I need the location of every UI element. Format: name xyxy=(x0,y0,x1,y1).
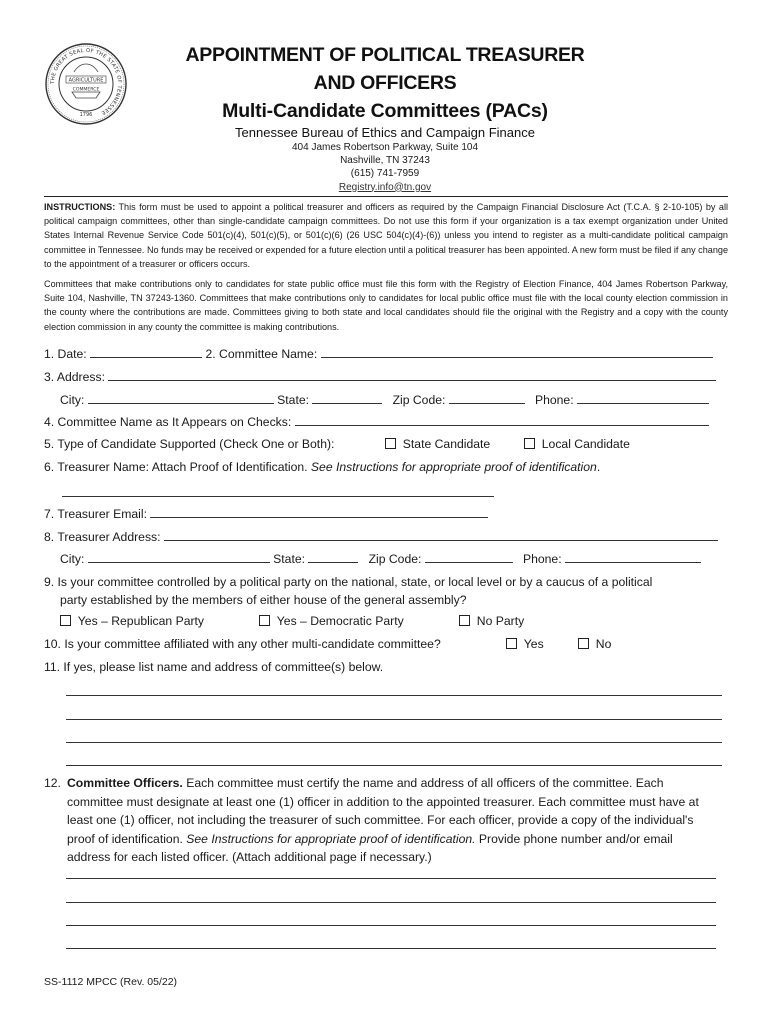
party-question-line1: 9. Is your committee controlled by a political party on the national, state, or local level or by a caucus of a political xyxy=(44,575,653,589)
democratic-checkbox[interactable] xyxy=(259,615,270,626)
zip-field[interactable] xyxy=(449,392,525,404)
form-title-line1: APPOINTMENT OF POLITICAL TREASURER xyxy=(185,44,585,66)
affiliated-committee-line-1[interactable] xyxy=(66,695,722,696)
row-date-committee xyxy=(44,346,713,361)
checks-name-field[interactable] xyxy=(295,414,709,426)
address-line2: Nashville, TN 37243 xyxy=(340,155,430,167)
city-field[interactable] xyxy=(88,392,274,404)
state-label: State: xyxy=(277,393,309,407)
treasurer-name-label xyxy=(44,460,600,474)
treasurer-state-field[interactable] xyxy=(308,551,358,563)
instructions-text-2: Committees that make contributions only to candidates for state public office must file this form with the Registry of Election Finance, 404 James Robertson Parkway, Suite 104, Nashville, TN 37243-1360. Committees that make contributions only to candidates for local public office must file with the local county election commission in the county where the contributions are made. Committees giving to both state and local candidates should file the original with the Registry and a copy with the county election commission in any county the committee is making contributions. xyxy=(44,279,728,332)
seal-center-bottom: COMMERCE xyxy=(72,87,100,93)
address-line1: 404 James Robertson Parkway, Suite 104 xyxy=(291,142,479,153)
instructions-text-1: This form must be used to appoint a political treasurer and officers as required by the Campaign Financial Disclosure Act (T.C.A. § 2-10-105) by all political campaign committees, other than single-candidate campaign committees. Do not use this form if your organization is a tax exempt organization under United States Internal Revenue Service Code 501(c)(4), 501(c)(5), or 501(c)(6) (26 USC 504(c)(4)-(6)) unless you intend to register as a multi-candidate political campaign committee in Tennessee. No funds may be received or expended for a future election until a political treasurer has been appointed. A new form must be filed if any change to the appointment of a treasurer or officers occurs. xyxy=(44,202,728,269)
affiliated-yes-option[interactable] xyxy=(506,637,544,651)
state-candidate-checkbox[interactable] xyxy=(385,438,396,449)
form-subtitle: Multi-Candidate Committees (PACs) xyxy=(222,100,548,122)
no-party-checkbox[interactable] xyxy=(459,615,470,626)
republican-option[interactable] xyxy=(60,614,204,628)
committee-name-field[interactable] xyxy=(321,346,713,358)
affiliated-committee-line-4[interactable] xyxy=(66,765,722,766)
address-field[interactable] xyxy=(108,369,716,381)
affiliated-committees-label: 11. If yes, please list name and address of committee(s) below. xyxy=(44,660,384,674)
no-party-label: No Party xyxy=(476,614,525,628)
agency-name: Tennessee Bureau of Ethics and Campaign Finance xyxy=(235,125,535,140)
republican-checkbox[interactable] xyxy=(60,615,71,626)
treasurer-zip-label: Zip Code: xyxy=(368,552,422,566)
checks-name-label: 4. Committee Name as It Appears on Checks: xyxy=(44,415,292,429)
row-city-state-zip-phone xyxy=(60,392,709,407)
committee-officers-section xyxy=(44,774,728,867)
affiliated-yes-label: Yes xyxy=(523,637,544,651)
row-checks-name xyxy=(44,414,709,429)
treasurer-city-label: City: xyxy=(60,552,85,566)
zip-label: Zip Code: xyxy=(392,393,446,407)
treasurer-state-label: State: xyxy=(273,552,305,566)
officer-line-3[interactable] xyxy=(66,925,716,926)
republican-label: Yes – Republican Party xyxy=(77,614,205,628)
committee-name-label: 2. Committee Name: xyxy=(205,347,318,361)
treasurer-phone-label: Phone: xyxy=(522,552,562,566)
instructions-label: INSTRUCTIONS: xyxy=(44,202,116,212)
state-candidate-label: State Candidate xyxy=(402,437,491,451)
candidate-type-label: 5. Type of Candidate Supported (Check One or Both): xyxy=(44,437,335,451)
state-candidate-option[interactable] xyxy=(385,437,490,451)
form-title-line2: AND OFFICERS xyxy=(313,72,457,94)
officer-line-1[interactable] xyxy=(66,878,716,879)
row-treasurer-email xyxy=(44,506,488,521)
seal-center-top: AGRICULTURE xyxy=(68,77,104,84)
treasurer-name-period: . xyxy=(596,460,601,474)
agency-address-block xyxy=(150,141,620,194)
affiliated-no-label: No xyxy=(595,637,612,651)
tennessee-state-seal xyxy=(44,42,128,126)
city-label: City: xyxy=(60,393,85,407)
treasurer-phone-field[interactable] xyxy=(565,551,701,563)
treasurer-city-field[interactable] xyxy=(88,551,270,563)
affiliated-no-checkbox[interactable] xyxy=(578,638,589,649)
treasurer-email-field[interactable] xyxy=(150,506,488,518)
form-id-footer: SS-1112 MPCC (Rev. 05/22) xyxy=(44,976,178,988)
party-question-line2: party established by the members of either house of the general assembly? xyxy=(60,593,467,607)
row-treasurer-address xyxy=(44,529,718,544)
phone-field[interactable] xyxy=(577,392,709,404)
seal-ring-text: THE GREAT SEAL OF THE STATE OF TENNESSEE xyxy=(49,47,123,116)
date-label: 1. Date: xyxy=(44,347,87,361)
affiliated-no-option[interactable] xyxy=(578,637,611,651)
officers-heading: Committee Officers. xyxy=(67,776,183,790)
local-candidate-label: Local Candidate xyxy=(541,437,630,451)
officer-line-2[interactable] xyxy=(66,902,716,903)
instructions-paragraph-2 xyxy=(44,277,728,334)
affiliation-question: 10. Is your committee affiliated with any other multi-candidate committee? xyxy=(44,637,441,651)
affiliated-committee-line-2[interactable] xyxy=(66,719,722,720)
affiliated-yes-checkbox[interactable] xyxy=(506,638,517,649)
officers-instructions-1: Each committee must certify the name and address of all officers of the committee. Each committee must designate at least one (1) officer in addition to the appointed treasurer. Each committee must have at least one (1) officer, not including the treasurer of such committee. For each officer, provide a copy of the individual's proof of identification. xyxy=(67,776,699,846)
democratic-label: Yes – Democratic Party xyxy=(276,614,404,628)
treasurer-zip-field[interactable] xyxy=(425,551,513,563)
treasurer-name-field[interactable] xyxy=(62,496,494,497)
officers-text xyxy=(67,774,728,867)
address-label: 3. Address: xyxy=(44,370,105,384)
no-party-option[interactable] xyxy=(459,614,524,628)
date-field[interactable] xyxy=(90,346,202,358)
state-field[interactable] xyxy=(312,392,382,404)
treasurer-name-text: 6. Treasurer Name: Attach Proof of Identification. xyxy=(44,460,308,474)
agency-email-link[interactable]: Registry.info@tn.gov xyxy=(338,181,432,193)
row-treasurer-city-state-zip-phone xyxy=(60,551,701,566)
affiliated-committee-line-3[interactable] xyxy=(66,742,722,743)
treasurer-address-label: 8. Treasurer Address: xyxy=(44,530,161,544)
treasurer-address-field[interactable] xyxy=(164,529,718,541)
local-candidate-checkbox[interactable] xyxy=(524,438,535,449)
phone-label: Phone: xyxy=(534,393,574,407)
officers-instructions-2: Provide phone number and/or email address for each listed officer. (Attach additional page if necessary.) xyxy=(67,831,673,864)
officers-id-instruction: See Instructions for appropriate proof of identification. xyxy=(186,831,476,846)
instructions-paragraph-1 xyxy=(44,200,728,271)
row-address xyxy=(44,369,716,384)
treasurer-email-label: 7. Treasurer Email: xyxy=(44,507,147,521)
democratic-option[interactable] xyxy=(259,614,404,628)
header-divider xyxy=(44,196,728,197)
officers-number: 12. xyxy=(44,776,61,790)
officer-line-4[interactable] xyxy=(66,948,716,949)
treasurer-id-instruction: See Instructions for appropriate proof of identification xyxy=(310,460,597,474)
seal-year: 1796 xyxy=(79,112,93,118)
local-candidate-option[interactable] xyxy=(524,437,630,451)
agency-phone: (615) 741-7959 xyxy=(350,168,420,180)
